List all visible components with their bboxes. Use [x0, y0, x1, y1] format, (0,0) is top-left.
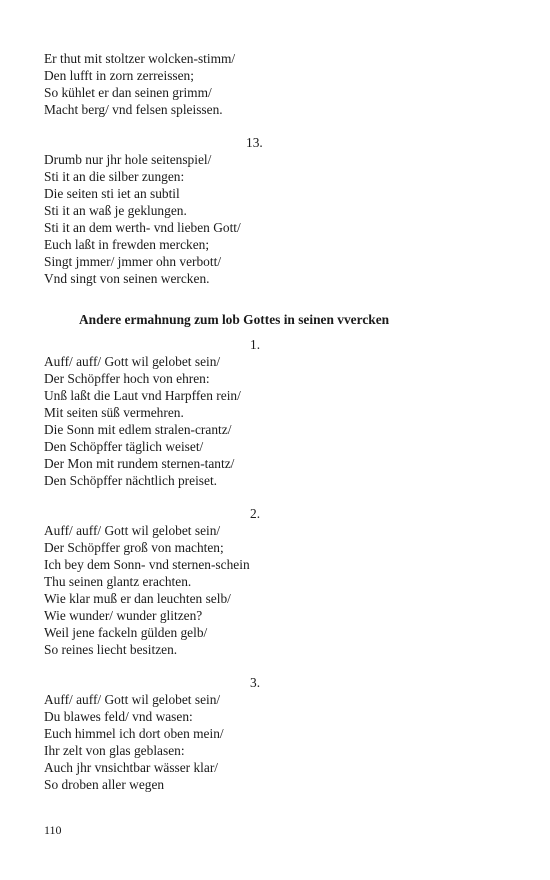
section-heading: Andere ermahnung zum lob Gottes in seinen vvercken [79, 312, 390, 327]
verse-line: Unß laßt die Laut vnd Harpffen rein/ [44, 388, 241, 403]
verse-line: Macht berg/ vnd felsen spleissen. [44, 102, 223, 117]
verse-line: Mit seiten süß vermehren. [44, 405, 184, 420]
verse-line: So droben aller wegen [44, 777, 165, 792]
verse-line: Auff/ auff/ Gott wil gelobet sein/ [44, 523, 221, 538]
verse-line: Ihr zelt von glas geblasen: [44, 743, 185, 758]
verse-line: Thu seinen glantz erachten. [44, 574, 192, 589]
verse-line: Die seiten sti iet an subtil [44, 186, 180, 201]
verse-line: Du blawes feld/ vnd wasen: [44, 709, 193, 724]
verse-line: Die Sonn mit edlem stralen-crantz/ [44, 422, 232, 437]
verse-line: Ich bey dem Sonn- vnd sternen-schein [44, 557, 250, 572]
verse-line: Sti it an die silber zungen: [44, 169, 185, 184]
verse-line: Euch himmel ich dort oben mein/ [44, 726, 224, 741]
stanza-number: 1. [250, 337, 261, 352]
verse-line: Er thut mit stoltzer wolcken-stimm/ [44, 51, 236, 66]
stanza-number: 3. [250, 675, 261, 690]
verse-line: So kühlet er dan seinen grimm/ [44, 85, 212, 100]
verse-line: Den Schöpffer nächtlich preiset. [44, 473, 218, 488]
verse-line: Wie klar muß er dan leuchten selb/ [44, 591, 231, 606]
verse-line: Sti it an dem werth- vnd lieben Gott/ [44, 220, 241, 235]
verse-line: Drumb nur jhr hole seitenspiel/ [44, 152, 212, 167]
page-number: 110 [44, 823, 62, 837]
verse-line: Auff/ auff/ Gott wil gelobet sein/ [44, 354, 221, 369]
stanza-number: 13. [246, 135, 263, 150]
verse-line: Euch laßt in frewden mercken; [44, 237, 210, 252]
verse-line: Der Schöpffer groß von machten; [44, 540, 224, 555]
verse-line: Wie wunder/ wunder glitzen? [44, 608, 203, 623]
verse-line: Weil jene fackeln gülden gelb/ [44, 625, 208, 640]
verse-line: Sti it an waß je geklungen. [44, 203, 187, 218]
verse-line: Singt jmmer/ jmmer ohn verbott/ [44, 254, 222, 269]
verse-line: Auff/ auff/ Gott wil gelobet sein/ [44, 692, 221, 707]
verse-line: Vnd singt von seinen wercken. [44, 271, 210, 286]
verse-line: Der Schöpffer hoch von ehren: [44, 371, 210, 386]
verse-line: So reines liecht besitzen. [44, 642, 178, 657]
verse-line: Den lufft in zorn zerreissen; [44, 68, 194, 83]
verse-line: Den Schöpffer täglich weiset/ [44, 439, 204, 454]
verse-line: Der Mon mit rundem sternen-tantz/ [44, 456, 235, 471]
verse-line: Auch jhr vnsichtbar wässer klar/ [44, 760, 219, 775]
stanza-number: 2. [250, 506, 261, 521]
